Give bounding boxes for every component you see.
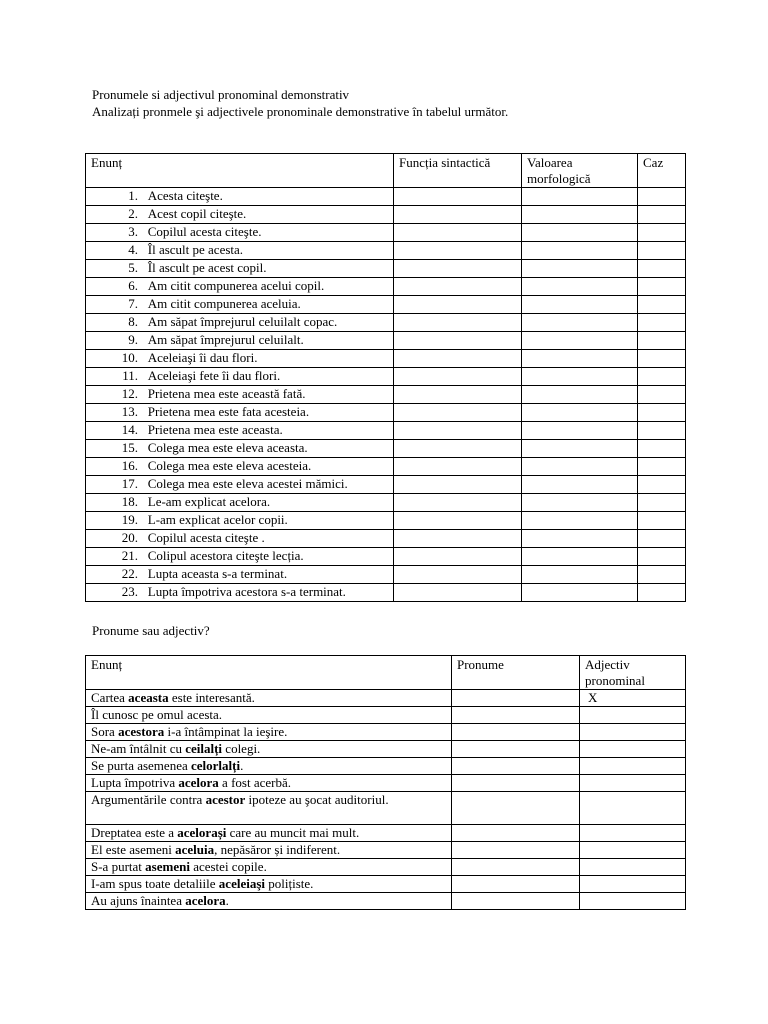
item-number: 19. [121, 512, 138, 527]
table-row [86, 724, 686, 741]
caz-cell[interactable] [638, 224, 686, 242]
valoarea-cell[interactable] [522, 386, 638, 404]
table-row [86, 792, 686, 825]
item-number: 10. [121, 350, 138, 365]
column-header-functia: Funcția sintactică [394, 154, 522, 188]
caz-cell[interactable] [638, 404, 686, 422]
sentence-text: Prietena mea este aceasta. [147, 422, 283, 437]
adjectiv-cell[interactable] [580, 825, 686, 842]
sentence-text: Le-am explicat acelora. [147, 494, 271, 509]
adjectiv-cell[interactable] [580, 842, 686, 859]
table-row [86, 548, 686, 566]
table-row [86, 758, 686, 775]
valoarea-cell[interactable] [522, 440, 638, 458]
sentence-cell [86, 792, 452, 825]
sentence-cell [86, 530, 394, 548]
valoarea-cell[interactable] [522, 278, 638, 296]
caz-cell[interactable] [638, 260, 686, 278]
caz-cell[interactable] [638, 386, 686, 404]
functia-cell[interactable] [394, 476, 522, 494]
sentence-cell [86, 690, 452, 707]
sentence-text: Dreptatea este a [91, 825, 178, 840]
sentence-text: Îl ascult pe acesta. [147, 242, 244, 257]
adjectiv-cell[interactable] [580, 859, 686, 876]
sentence-cell [86, 350, 394, 368]
valoarea-cell[interactable] [522, 296, 638, 314]
sentence-cell [86, 422, 394, 440]
title-line: Pronumele si adjectivul pronominal demonstrativ [92, 87, 350, 102]
table-row [86, 188, 686, 206]
table-row [86, 842, 686, 859]
adjectiv-cell[interactable] [580, 792, 686, 825]
highlighted-word: acelora [178, 775, 219, 790]
sentence-text: Copilul acesta citeşte. [147, 224, 262, 239]
valoarea-cell[interactable] [522, 260, 638, 278]
sentence-text: Am citit compunerea aceluia. [147, 296, 301, 311]
sentence-text: Aceleiaşi fete îi dau flori. [147, 368, 281, 383]
item-number: 17. [121, 476, 138, 491]
item-number: 16. [121, 458, 138, 473]
functia-cell[interactable] [394, 224, 522, 242]
table-row [86, 206, 686, 224]
table-row [86, 476, 686, 494]
pronume-cell[interactable] [452, 690, 580, 707]
item-number: 20. [121, 530, 138, 545]
sentence-text: I-am spus toate detaliile [91, 876, 219, 891]
table-row [86, 404, 686, 422]
valoarea-cell[interactable] [522, 404, 638, 422]
highlighted-word: asemeni [145, 859, 190, 874]
table-row [86, 314, 686, 332]
sentence-cell [86, 775, 452, 792]
caz-cell[interactable] [638, 332, 686, 350]
sentence-text: Lupta împotriva [91, 775, 179, 790]
column-header-caz: Caz [638, 154, 686, 188]
adjectiv-cell[interactable] [580, 893, 686, 910]
caz-cell[interactable] [638, 530, 686, 548]
sentence-cell [86, 707, 452, 724]
caz-cell[interactable] [638, 278, 686, 296]
item-number: 23. [121, 584, 138, 599]
highlighted-word: acestor [205, 792, 246, 807]
table-row [86, 296, 686, 314]
sentence-cell [86, 842, 452, 859]
pronume-cell[interactable] [452, 792, 580, 825]
item-number: 22. [121, 566, 138, 581]
table-row [86, 386, 686, 404]
sentence-cell [86, 404, 394, 422]
sentence-text: Acesta citeşte. [147, 188, 223, 203]
sentence-text: Îl cunosc pe omul acesta. [91, 707, 223, 722]
valoarea-cell[interactable] [522, 584, 638, 602]
pronume-cell[interactable] [452, 707, 580, 724]
caz-cell[interactable] [638, 350, 686, 368]
item-number: 6. [128, 278, 138, 293]
sentence-cell [86, 386, 394, 404]
caz-cell[interactable] [638, 206, 686, 224]
pronoun-or-adjective-table [85, 655, 686, 910]
instruction-line: Analizați pronmele şi adjectivele pronominale demonstrative în tabelul următor. [92, 104, 509, 119]
valoarea-cell[interactable] [522, 350, 638, 368]
sentence-cell [86, 458, 394, 476]
sentence-text: Prietena mea este această fată. [147, 386, 306, 401]
table-row [86, 690, 686, 707]
functia-cell[interactable] [394, 350, 522, 368]
valoarea-cell[interactable] [522, 494, 638, 512]
highlighted-word: acelorași [177, 825, 227, 840]
table-row [86, 876, 686, 893]
sentence-text: S-a purtat [91, 859, 146, 874]
item-number: 3. [128, 224, 138, 239]
sentence-cell [86, 512, 394, 530]
adjectiv-cell[interactable] [580, 876, 686, 893]
sentence-text: Au ajuns înaintea [91, 893, 186, 908]
sentence-cell [86, 566, 394, 584]
sentence-cell [86, 724, 452, 741]
highlighted-word: celorlalți [190, 758, 241, 773]
column-header-pronume: Pronume [452, 656, 580, 690]
caz-cell[interactable] [638, 314, 686, 332]
sentence-text: Colega mea este eleva aceasta. [147, 440, 308, 455]
functia-cell[interactable] [394, 404, 522, 422]
table-header-row [86, 154, 686, 188]
sentence-cell [86, 224, 394, 242]
sentence-cell [86, 893, 452, 910]
sentence-cell [86, 368, 394, 386]
sentence-cell [86, 876, 452, 893]
table-row [86, 350, 686, 368]
item-number: 9. [128, 332, 138, 347]
functia-cell[interactable] [394, 584, 522, 602]
sentence-text: acestei copile. [189, 859, 267, 874]
item-number: 18. [121, 494, 138, 509]
table-row [86, 242, 686, 260]
table-row [86, 278, 686, 296]
pronume-cell[interactable] [452, 741, 580, 758]
sentence-text: Colipul acestora citeşte lecția. [147, 548, 304, 563]
sentence-text: Lupta împotriva acestora s-a terminat. [147, 584, 346, 599]
adjectiv-cell[interactable] [580, 707, 686, 724]
item-number: 1. [128, 188, 138, 203]
caz-cell[interactable] [638, 476, 686, 494]
table-row [86, 368, 686, 386]
valoarea-cell[interactable] [522, 206, 638, 224]
item-number: 13. [121, 404, 138, 419]
caz-cell[interactable] [638, 368, 686, 386]
caz-cell[interactable] [638, 584, 686, 602]
sentence-cell [86, 188, 394, 206]
sentence-cell [86, 314, 394, 332]
sentence-text: . [240, 758, 244, 773]
sentence-text: Se purta asemenea [91, 758, 191, 773]
pronume-cell[interactable] [452, 758, 580, 775]
caz-cell[interactable] [638, 188, 686, 206]
valoarea-cell[interactable] [522, 422, 638, 440]
sentence-cell [86, 476, 394, 494]
pronume-cell[interactable] [452, 775, 580, 792]
functia-cell[interactable] [394, 530, 522, 548]
sentence-cell [86, 206, 394, 224]
sentence-text: ipoteze au şocat auditoriul. [245, 792, 389, 807]
highlighted-word: acestora [118, 724, 165, 739]
functia-cell[interactable] [394, 314, 522, 332]
sentence-text: Lupta aceasta s-a terminat. [147, 566, 288, 581]
highlighted-word: aceleiaşi [218, 876, 266, 891]
adjectiv-cell[interactable] [580, 724, 686, 741]
pronume-cell[interactable] [452, 859, 580, 876]
table-row [86, 440, 686, 458]
sentence-cell [86, 494, 394, 512]
caz-cell[interactable] [638, 458, 686, 476]
functia-cell[interactable] [394, 512, 522, 530]
sentence-text: , nepăsăror și indiferent. [214, 842, 341, 857]
valoarea-cell[interactable] [522, 530, 638, 548]
item-number: 5. [128, 260, 138, 275]
functia-cell[interactable] [394, 458, 522, 476]
sentence-text: Acest copil citeşte. [147, 206, 247, 221]
item-number: 11. [122, 368, 138, 383]
functia-cell[interactable] [394, 386, 522, 404]
sentence-text: este interesantă. [168, 690, 255, 705]
sentence-text: L-am explicat acelor copii. [147, 512, 288, 527]
functia-cell[interactable] [394, 548, 522, 566]
table-row [86, 707, 686, 724]
pronume-cell[interactable] [452, 893, 580, 910]
sentence-text: Aceleiaşi îi dau flori. [147, 350, 258, 365]
sentence-cell [86, 825, 452, 842]
valoarea-cell[interactable] [522, 314, 638, 332]
item-number: 4. [128, 242, 138, 257]
item-number: 8. [128, 314, 138, 329]
table-row [86, 825, 686, 842]
item-number: 14. [121, 422, 138, 437]
functia-cell[interactable] [394, 206, 522, 224]
item-number: 2. [128, 206, 138, 221]
valoarea-cell[interactable] [522, 548, 638, 566]
functia-cell[interactable] [394, 422, 522, 440]
table-row [86, 566, 686, 584]
highlighted-word: ceilalți [185, 741, 223, 756]
column-header-enunt: Enunț [86, 656, 452, 690]
table-row [86, 260, 686, 278]
table-row [86, 422, 686, 440]
pronume-cell[interactable] [452, 876, 580, 893]
sentence-text: El este asemeni [91, 842, 176, 857]
sentence-text: Argumentările contra [91, 792, 206, 807]
column-header-valoarea: Valoarea morfologică [522, 154, 638, 188]
functia-cell[interactable] [394, 296, 522, 314]
functia-cell[interactable] [394, 566, 522, 584]
sentence-text: polițiste. [265, 876, 314, 891]
sentence-text: a fost acerbă. [218, 775, 291, 790]
table-row [86, 332, 686, 350]
caz-cell[interactable] [638, 296, 686, 314]
table-row [86, 741, 686, 758]
sentence-text: care au muncit mai mult. [226, 825, 360, 840]
sentence-cell [86, 584, 394, 602]
valoarea-cell[interactable] [522, 368, 638, 386]
functia-cell[interactable] [394, 368, 522, 386]
functia-cell[interactable] [394, 260, 522, 278]
valoarea-cell[interactable] [522, 332, 638, 350]
table-row [86, 893, 686, 910]
sentence-cell [86, 440, 394, 458]
caz-cell[interactable] [638, 242, 686, 260]
sentence-cell [86, 278, 394, 296]
sentence-cell [86, 332, 394, 350]
valoarea-cell[interactable] [522, 188, 638, 206]
sentence-text: Prietena mea este fata acesteia. [147, 404, 310, 419]
table-row [86, 775, 686, 792]
pronume-cell[interactable] [452, 825, 580, 842]
sentence-cell [86, 260, 394, 278]
sentence-text: Cartea [91, 690, 129, 705]
adjectiv-cell[interactable] [580, 741, 686, 758]
sentence-text: . [225, 893, 229, 908]
valoarea-cell[interactable] [522, 566, 638, 584]
valoarea-cell[interactable] [522, 242, 638, 260]
table-header-row [86, 656, 686, 690]
demonstrative-analysis-table [85, 153, 686, 602]
table-row [86, 584, 686, 602]
sentence-cell [86, 758, 452, 775]
adjectiv-cell[interactable]: X [580, 690, 686, 707]
table-row [86, 859, 686, 876]
sentence-text: i-a întâmpinat la ieşire. [164, 724, 288, 739]
sentence-text: Am săpat împrejurul celuilalt. [147, 332, 304, 347]
functia-cell[interactable] [394, 278, 522, 296]
sentence-text: Sora [91, 724, 119, 739]
sentence-text: Ne-am întâlnit cu [91, 741, 186, 756]
item-number: 15. [121, 440, 138, 455]
column-header-enunt: Enunț [86, 154, 394, 188]
sentence-text: Am citit compunerea acelui copil. [147, 278, 325, 293]
table-row [86, 458, 686, 476]
caz-cell[interactable] [638, 422, 686, 440]
sentence-cell [86, 741, 452, 758]
functia-cell[interactable] [394, 494, 522, 512]
caz-cell[interactable] [638, 494, 686, 512]
sentence-text: Îl ascult pe acest copil. [147, 260, 267, 275]
sentence-text: colegi. [222, 741, 261, 756]
column-header-adjectiv: Adjectiv pronominal [580, 656, 686, 690]
valoarea-cell[interactable] [522, 512, 638, 530]
adjectiv-cell[interactable] [580, 775, 686, 792]
table-row [86, 224, 686, 242]
functia-cell[interactable] [394, 242, 522, 260]
functia-cell[interactable] [394, 332, 522, 350]
valoarea-cell[interactable] [522, 458, 638, 476]
table-row [86, 512, 686, 530]
pronume-cell[interactable] [452, 842, 580, 859]
sentence-cell [86, 242, 394, 260]
table-row [86, 494, 686, 512]
caz-cell[interactable] [638, 566, 686, 584]
item-number: 7. [128, 296, 138, 311]
highlighted-word: aceluia [175, 842, 215, 857]
caz-cell[interactable] [638, 512, 686, 530]
caz-cell[interactable] [638, 440, 686, 458]
valoarea-cell[interactable] [522, 224, 638, 242]
pronume-cell[interactable] [452, 724, 580, 741]
sentence-text: Am săpat împrejurul celuilalt copac. [147, 314, 338, 329]
highlighted-word: aceasta [128, 690, 169, 705]
highlighted-word: acelora [185, 893, 226, 908]
functia-cell[interactable] [394, 440, 522, 458]
sentence-cell [86, 548, 394, 566]
sentence-cell [86, 296, 394, 314]
section-subheading: Pronume sau adjectiv? [92, 623, 210, 638]
sentence-text: Colega mea este eleva acestei mămici. [147, 476, 348, 491]
sentence-text: Copilul acesta citeşte . [147, 530, 265, 545]
functia-cell[interactable] [394, 188, 522, 206]
sentence-cell [86, 859, 452, 876]
adjectiv-cell[interactable] [580, 758, 686, 775]
document-heading [92, 86, 508, 120]
sentence-text: Colega mea este eleva acesteia. [147, 458, 312, 473]
valoarea-cell[interactable] [522, 476, 638, 494]
item-number: 12. [121, 386, 138, 401]
item-number: 21. [121, 548, 138, 563]
table-row [86, 530, 686, 548]
caz-cell[interactable] [638, 548, 686, 566]
